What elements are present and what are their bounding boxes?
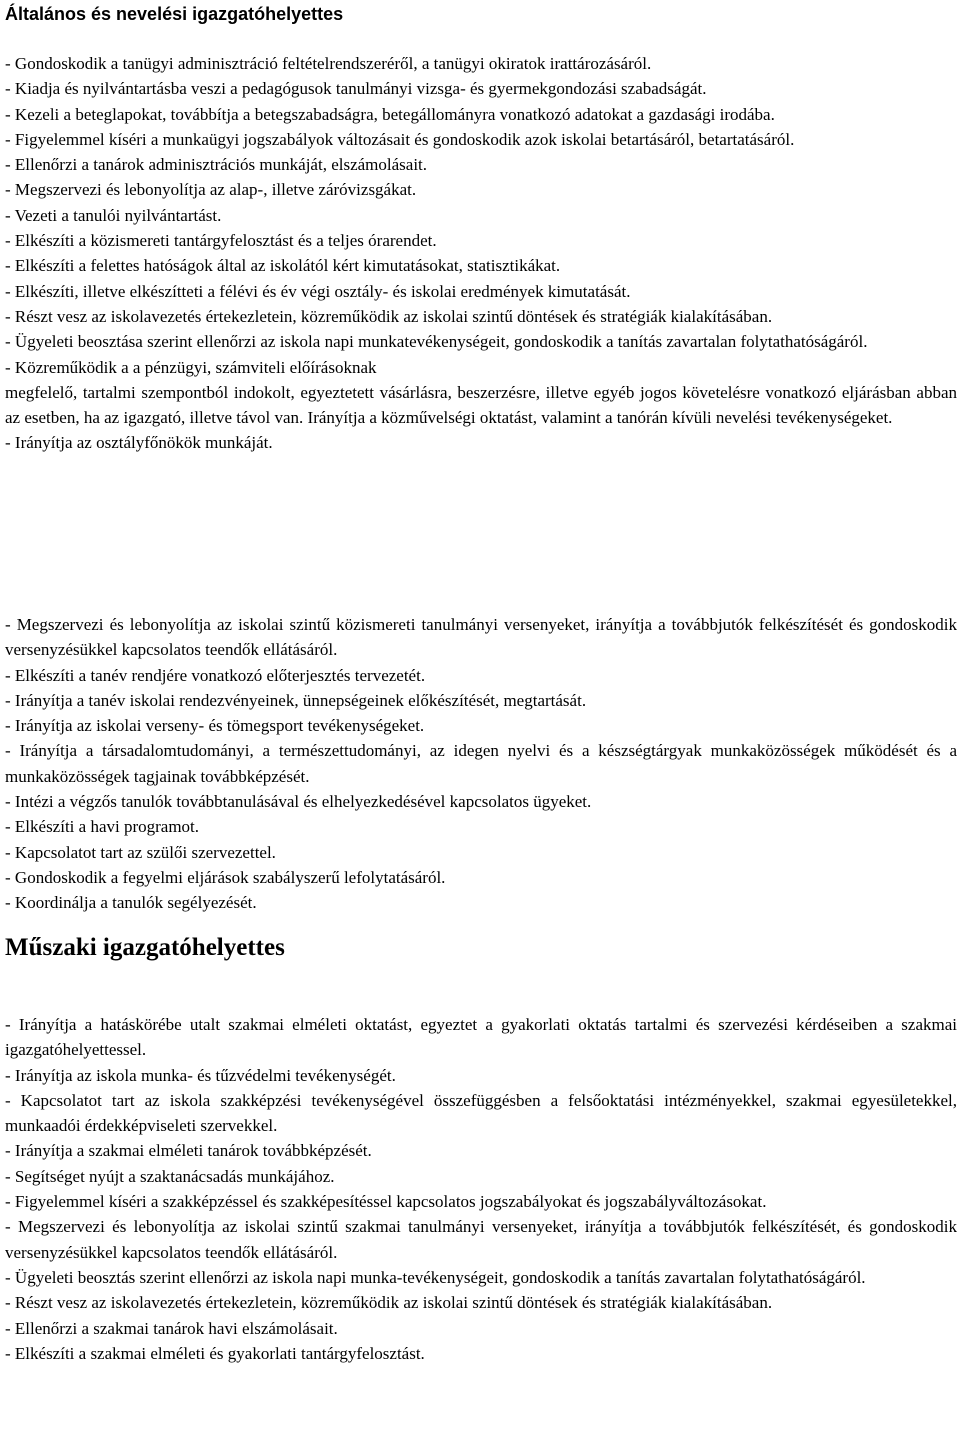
list-item: - Részt vesz az iskolavezetés értekezletein, közreműködik az iskolai szintű döntések és stratégiák kialakításában. [5,306,773,326]
list-item: - Irányítja a szakmai elméleti tanárok továbbképzését. [5,1141,372,1161]
list-item: - Ellenőrzi a tanárok adminisztrációs munkáját, elszámolásait. [5,155,428,175]
list-item: - Elkészíti a közismereti tantárgyfelosztást és a teljes órarendet. [5,231,437,251]
list-item: - Segítséget nyújt a szaktanácsadás munkájához. [5,1166,335,1186]
list-item: - Kezeli a beteglapokat, továbbítja a betegszabadságra, betegállományra vonatkozó adatokat a gazdasági irodába. [5,104,775,124]
list-item: - Ellenőrzi a szakmai tanárok havi elszámolásait. [5,1318,338,1338]
list-item: - Kiadja és nyilvántartásba veszi a pedagógusok tanulmányi vizsga- és gyermekgondozási szabadságát. [5,79,707,99]
list-item: - Elkészíti a szakmai elméleti és gyakorlati tantárgyfelosztást. [5,1343,425,1363]
list-item: - Figyelemmel kíséri a munkaügyi jogszabályok változásait és gondoskodik azok iskolai betartásáról, betartatásáról. [5,129,795,149]
list-item: - Elkészíti a tanév rendjére vonatkozó előterjesztés tervezetét. [5,665,426,685]
list-item: - Gondoskodik a fegyelmi eljárások szabályszerű lefolytatásáról. [5,867,446,887]
list-item: - Megszervezi és lebonyolítja az iskolai szintű közismereti tanulmányi versenyeket, irányítja a továbbjutók felkészítését és gondoskodik versenyzésükkel kapcsolatos teendők ellátásáról. [5,615,957,660]
list-item: - Kapcsolatot tart az szülői szervezettel. [5,842,276,862]
list-item: - Elkészíti a havi programot. [5,817,200,837]
list-item: - Irányítja az osztályfőnökök munkáját. [5,433,273,453]
list-item: - Koordinálja a tanulók segélyezését. [5,893,257,913]
list-item: - Ügyeleti beosztása szerint ellenőrzi az iskola napi munkatevékenységeit, gondoskodik a tanítás zavartalan folytathatóságáról. [5,332,868,352]
list-item: - Elkészíti a felettes hatóságok által az iskolától kért kimutatásokat, statisztikákat. [5,256,561,276]
list-item: - Irányítja a hatáskörébe utalt szakmai elméleti oktatást, egyeztet a gyakorlati oktatás tartalmi és szervezési kérdéseiben a szakmai igazgatóhelyettessel. [5,1015,957,1060]
list-item-continuation: megfelelő, tartalmi szempontból indokolt, egyeztetett vásárlásra, beszerzésre, illetve egyéb jogos követelésre vonatkozó eljárásban abban az esetben, ha az igazgató, illetve távol van. Irányítja a közművelségi oktatást, valamint a tanórán kívüli nevelési tevékenységeket. [5,382,957,428]
list-item: - Megszervezi és lebonyolítja az iskolai szintű szakmai tanulmányi versenyeket, irányítja a továbbjutók felkészítését, és gondoskodik versenyzésükkel kapcsolatos teendők ellátásáról. [5,1217,957,1262]
list-item: - Intézi a végzős tanulók továbbtanulásával és elhelyezkedésével kapcsolatos ügyeket. [5,792,592,812]
general-deputy-duties-list-2 [5,612,957,916]
list-item: - Részt vesz az iskolavezetés értekezletein, közreműködik az iskolai szintű döntések és stratégiák kialakításában. [5,1293,773,1313]
section-heading-general-deputy: Általános és nevelési igazgatóhelyettes [5,4,344,24]
list-item: - Gondoskodik a tanügyi adminisztráció feltételrendszeréről, a tanügyi okiratok irattározásáról. [5,54,652,73]
list-item: - Vezeti a tanulói nyilvántartást. [5,205,222,225]
list-item: - Ügyeleti beosztás szerint ellenőrzi az iskola napi munka-tevékenységeit, gondoskodik a tanítás zavartalan folytathatóságáról. [5,1267,866,1287]
section-heading-technical-deputy: Műszaki igazgatóhelyettes [5,934,285,961]
list-item: - Irányítja a társadalomtudományi, a természettudományi, az idegen nyelvi és a készségtárgyak munkaközösségek működését és a munkaközösségek tagjainak továbbképzését. [5,741,957,786]
technical-deputy-duties-list [5,1012,957,1366]
list-item: - Irányítja az iskolai verseny- és tömegsport tevékenységeket. [5,716,425,736]
list-item: - Figyelemmel kíséri a szakképzéssel és szakképesítéssel kapcsolatos jogszabályokat és jogszabályváltozásokat. [5,1192,767,1212]
list-item: - Irányítja az iskola munka- és tűzvédelmi tevékenységét. [5,1065,396,1085]
list-item: - Közreműködik a a pénzügyi, számviteli előírásoknak [5,357,377,377]
list-item: - Kapcsolatot tart az iskola szakképzési tevékenységével összefüggésben a felsőoktatási intézményekkel, szakmai egyesületekkel, munkaadói érdekképviseleti szervekkel. [5,1090,957,1136]
general-deputy-duties-list [5,51,957,456]
list-item: - Elkészíti, illetve elkészítteti a félévi és év végi osztály- és iskolai eredmények kimutatását. [5,281,631,301]
list-item: - Irányítja a tanév iskolai rendezvényeinek, ünnepségeinek előkészítését, megtartását. [5,690,587,710]
list-item: - Megszervezi és lebonyolítja az alap-, illetve záróvizsgákat. [5,180,417,200]
